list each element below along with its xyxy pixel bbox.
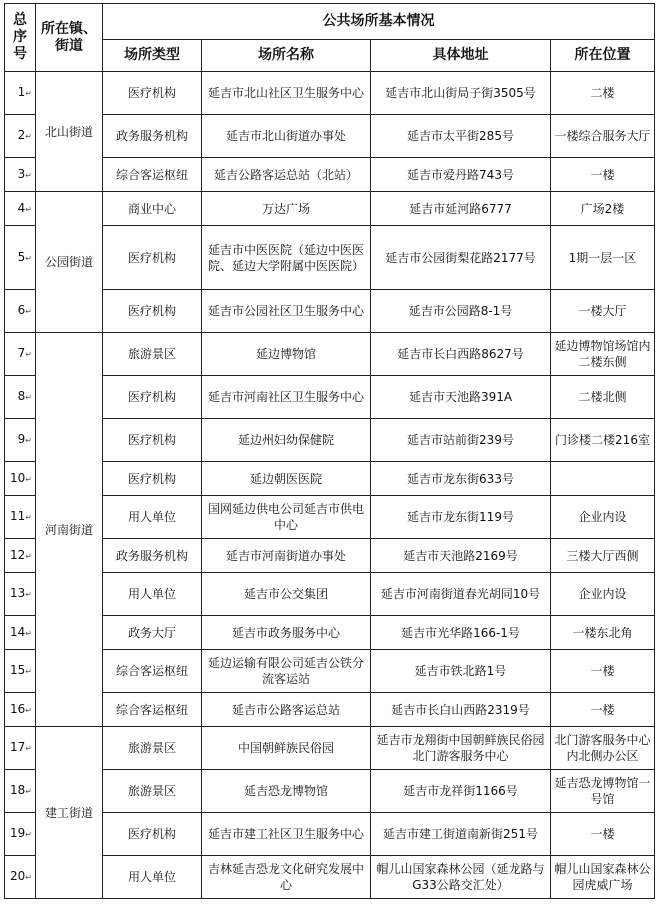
place-type: 医疗机构 bbox=[103, 72, 202, 115]
place-name: 延吉公路客运总站（北站） bbox=[202, 158, 371, 192]
place-type: 医疗机构 bbox=[103, 226, 202, 290]
row-number: 6↵ bbox=[5, 290, 36, 333]
place-address: 延吉市长白西路8627号 bbox=[371, 333, 551, 376]
public-places-table bbox=[4, 3, 655, 899]
table-row bbox=[5, 333, 655, 376]
paragraph-mark: ↵ bbox=[25, 253, 32, 263]
row-number: 2↵ bbox=[5, 115, 36, 158]
place-name: 延吉市政务服务中心 bbox=[202, 616, 371, 650]
place-location bbox=[551, 462, 655, 496]
place-location: 一楼综合服务大厅 bbox=[551, 115, 655, 158]
row-number: 20↵ bbox=[5, 856, 36, 899]
paragraph-mark: ↵ bbox=[25, 873, 32, 882]
paragraph-mark: ↵ bbox=[25, 705, 32, 715]
place-address: 延吉市站前街239号 bbox=[371, 419, 551, 462]
place-name: 中国朝鲜族民俗园 bbox=[202, 727, 371, 770]
paragraph-mark: ↵ bbox=[25, 513, 32, 522]
table-row bbox=[5, 192, 655, 226]
place-location: 北门游客服务中心内北侧办公区 bbox=[551, 727, 655, 770]
header-seq: 总序号 bbox=[5, 4, 36, 72]
row-number: 7↵ bbox=[5, 333, 36, 376]
place-location: 一楼 bbox=[551, 693, 655, 727]
place-name: 延吉恐龙博物馆 bbox=[202, 770, 371, 813]
place-address: 延吉市龙祥街1166号 bbox=[371, 770, 551, 813]
place-address: 延吉市龙东街633号 bbox=[371, 462, 551, 496]
row-number: 3↵ bbox=[5, 158, 36, 192]
place-address: 延吉市铁北路1号 bbox=[371, 650, 551, 693]
town-cell: 河南街道 bbox=[36, 333, 103, 727]
place-name: 延吉市中医医院（延边中医医院、延边大学附属中医医院） bbox=[202, 226, 371, 290]
place-type: 政务服务机构 bbox=[103, 115, 202, 158]
place-type: 医疗机构 bbox=[103, 813, 202, 856]
place-name: 延边博物馆 bbox=[202, 333, 371, 376]
paragraph-mark: ↵ bbox=[25, 474, 32, 484]
table-body bbox=[5, 72, 655, 899]
place-name: 延吉市北山社区卫生服务中心 bbox=[202, 72, 371, 115]
place-type: 旅游景区 bbox=[103, 333, 202, 376]
paragraph-mark: ↵ bbox=[25, 170, 32, 180]
row-number: 14↵ bbox=[5, 616, 36, 650]
place-address: 延吉市龙东街119号 bbox=[371, 496, 551, 539]
place-location: 企业内设 bbox=[551, 496, 655, 539]
place-address: 延吉市河南街道春光胡同10号 bbox=[371, 573, 551, 616]
table-row bbox=[5, 158, 655, 192]
row-number: 11↵ bbox=[5, 496, 36, 539]
place-location: 二楼北侧 bbox=[551, 376, 655, 419]
place-name: 吉林延吉恐龙文化研究发展中心 bbox=[202, 856, 371, 899]
place-name: 延吉市建工社区卫生服务中心 bbox=[202, 813, 371, 856]
table-row bbox=[5, 376, 655, 419]
table-row bbox=[5, 290, 655, 333]
place-address: 延吉市爱丹路743号 bbox=[371, 158, 551, 192]
row-number: 16↵ bbox=[5, 693, 36, 727]
place-address: 延吉市光华路166-1号 bbox=[371, 616, 551, 650]
row-number: 4↵ bbox=[5, 192, 36, 226]
place-address: 延吉市公园街梨花路2177号 bbox=[371, 226, 551, 290]
place-location: 帽儿山国家森林公园虎威广场 bbox=[551, 856, 655, 899]
header-town: 所在镇、街道 bbox=[36, 4, 103, 72]
row-number: 8↵ bbox=[5, 376, 36, 419]
place-name: 延吉市公交集团 bbox=[202, 573, 371, 616]
header-group: 公共场所基本情况 bbox=[103, 4, 655, 40]
place-location: 广场2楼 bbox=[551, 192, 655, 226]
place-address: 延吉市长白山西路2319号 bbox=[371, 693, 551, 727]
paragraph-mark: ↵ bbox=[25, 307, 32, 316]
place-location: 一楼 bbox=[551, 158, 655, 192]
paragraph-mark: ↵ bbox=[25, 744, 32, 753]
place-address: 延吉市建工街道南新街251号 bbox=[371, 813, 551, 856]
place-name: 国网延边供电公司延吉市供电中心 bbox=[202, 496, 371, 539]
place-location: 三楼大厅西侧 bbox=[551, 539, 655, 573]
place-type: 政务服务机构 bbox=[103, 539, 202, 573]
header-row-2 bbox=[5, 40, 655, 72]
paragraph-mark: ↵ bbox=[25, 787, 32, 796]
header-name: 场所名称 bbox=[202, 40, 371, 72]
place-type: 用人单位 bbox=[103, 573, 202, 616]
header-address: 具体地址 bbox=[371, 40, 551, 72]
place-name: 延吉市河南街道办事处 bbox=[202, 539, 371, 573]
town-cell: 建工街道 bbox=[36, 727, 103, 899]
place-address: 帽儿山国家森林公园（延龙路与G33公路交汇处） bbox=[371, 856, 551, 899]
paragraph-mark: ↵ bbox=[25, 393, 32, 402]
table-row bbox=[5, 115, 655, 158]
table-row bbox=[5, 539, 655, 573]
table-row bbox=[5, 496, 655, 539]
place-name: 延边运输有限公司延吉公铁分流客运站 bbox=[202, 650, 371, 693]
place-address: 延吉市天池路2169号 bbox=[371, 539, 551, 573]
place-location: 企业内设 bbox=[551, 573, 655, 616]
place-address: 延吉市龙翔街中国朝鲜族民俗园北门游客服务中心 bbox=[371, 727, 551, 770]
paragraph-mark: ↵ bbox=[25, 667, 32, 676]
paragraph-mark: ↵ bbox=[25, 830, 32, 839]
table-row bbox=[5, 226, 655, 290]
place-location: 延边博物馆场馆内二楼东侧 bbox=[551, 333, 655, 376]
place-location: 1期一层一区 bbox=[551, 226, 655, 290]
row-number: 9↵ bbox=[5, 419, 36, 462]
paragraph-mark: ↵ bbox=[25, 204, 32, 214]
place-type: 商业中心 bbox=[103, 192, 202, 226]
paragraph-mark: ↵ bbox=[25, 132, 32, 141]
row-number: 1↵ bbox=[5, 72, 36, 115]
row-number: 12↵ bbox=[5, 539, 36, 573]
place-type: 医疗机构 bbox=[103, 376, 202, 419]
paragraph-mark: ↵ bbox=[25, 436, 32, 445]
place-name: 延吉市公路客运总站 bbox=[202, 693, 371, 727]
place-name: 延吉市公园社区卫生服务中心 bbox=[202, 290, 371, 333]
town-cell: 北山街道 bbox=[36, 72, 103, 192]
place-type: 综合客运枢纽 bbox=[103, 158, 202, 192]
place-type: 用人单位 bbox=[103, 856, 202, 899]
place-name: 延吉市北山街道办事处 bbox=[202, 115, 371, 158]
place-type: 用人单位 bbox=[103, 496, 202, 539]
table-row bbox=[5, 72, 655, 115]
paragraph-mark: ↵ bbox=[25, 551, 32, 561]
place-type: 综合客运枢纽 bbox=[103, 650, 202, 693]
row-number: 5↵ bbox=[5, 226, 36, 290]
place-address: 延吉市北山街局子街3505号 bbox=[371, 72, 551, 115]
header-location: 所在位置 bbox=[551, 40, 655, 72]
place-location: 一楼 bbox=[551, 650, 655, 693]
place-name: 延吉市河南社区卫生服务中心 bbox=[202, 376, 371, 419]
row-number: 15↵ bbox=[5, 650, 36, 693]
row-number: 13↵ bbox=[5, 573, 36, 616]
place-address: 延吉市太平街285号 bbox=[371, 115, 551, 158]
row-number: 17↵ bbox=[5, 727, 36, 770]
place-address: 延吉市延河路6777 bbox=[371, 192, 551, 226]
paragraph-mark: ↵ bbox=[25, 590, 32, 599]
paragraph-mark: ↵ bbox=[25, 628, 32, 638]
row-number: 10↵ bbox=[5, 462, 36, 496]
place-type: 综合客运枢纽 bbox=[103, 693, 202, 727]
table-row bbox=[5, 856, 655, 899]
table-row bbox=[5, 770, 655, 813]
place-location: 门诊楼二楼216室 bbox=[551, 419, 655, 462]
header-type: 场所类型 bbox=[103, 40, 202, 72]
table-row bbox=[5, 616, 655, 650]
place-name: 万达广场 bbox=[202, 192, 371, 226]
place-name: 延边朝医医院 bbox=[202, 462, 371, 496]
place-type: 医疗机构 bbox=[103, 462, 202, 496]
place-type: 旅游景区 bbox=[103, 727, 202, 770]
place-location: 二楼 bbox=[551, 72, 655, 115]
paragraph-mark: ↵ bbox=[25, 350, 32, 359]
place-location: 一楼东北角 bbox=[551, 616, 655, 650]
table-row bbox=[5, 462, 655, 496]
place-type: 医疗机构 bbox=[103, 419, 202, 462]
header-row-1 bbox=[5, 4, 655, 40]
paragraph-mark: ↵ bbox=[25, 89, 32, 98]
table-row bbox=[5, 573, 655, 616]
place-type: 医疗机构 bbox=[103, 290, 202, 333]
row-number: 19↵ bbox=[5, 813, 36, 856]
table-row bbox=[5, 693, 655, 727]
table-header bbox=[5, 4, 655, 72]
place-name: 延边州妇幼保健院 bbox=[202, 419, 371, 462]
row-number: 18↵ bbox=[5, 770, 36, 813]
table-row bbox=[5, 813, 655, 856]
place-location: 一楼 bbox=[551, 813, 655, 856]
table-row bbox=[5, 419, 655, 462]
place-location: 一楼大厅 bbox=[551, 290, 655, 333]
place-address: 延吉市公园路8-1号 bbox=[371, 290, 551, 333]
table-row bbox=[5, 727, 655, 770]
table-row bbox=[5, 650, 655, 693]
place-location: 延吉恐龙博物馆一号馆 bbox=[551, 770, 655, 813]
place-type: 旅游景区 bbox=[103, 770, 202, 813]
place-address: 延吉市天池路391A bbox=[371, 376, 551, 419]
town-cell: 公园街道 bbox=[36, 192, 103, 333]
place-type: 政务大厅 bbox=[103, 616, 202, 650]
